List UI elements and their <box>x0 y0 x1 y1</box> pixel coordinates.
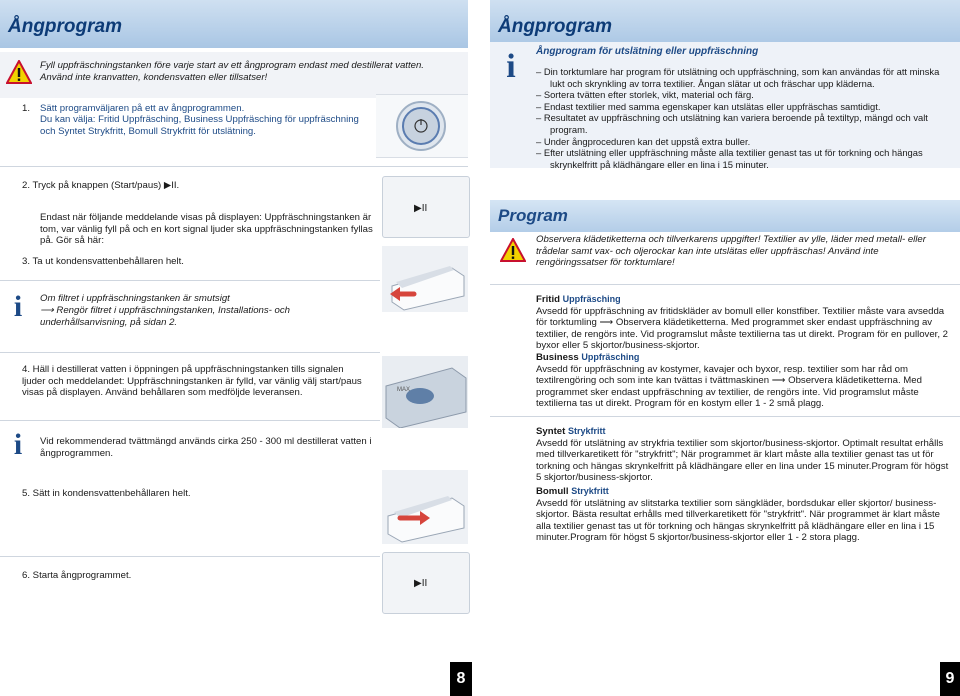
bullet-item: – Efter utslätning eller uppfräschning måste alla textilier genast tas ut för torkning och hängas skrynkelfritt på klädhängare eller en lina i 15 minuter. <box>536 147 923 170</box>
start-pause-button-2[interactable]: ▶II <box>414 578 428 589</box>
program-name: Fritid <box>536 294 560 305</box>
condensate-container-illustration <box>382 246 468 312</box>
bullet-item: – Sortera tvätten efter storlek, vikt, material och färg. <box>536 89 754 101</box>
display-note: Endast när följande meddelande visas på displayen: Uppfräschningstanken är tom, var vänlig fyll på och en kort signal ljuder ska uppfräschningstanken fyllas på. Gör så här: <box>40 212 373 247</box>
amount-note: Vid rekommenderad tvättmängd används cirka 250 - 300 ml destillerat vatten i ångprogrammen. <box>40 436 372 459</box>
filling-illustration <box>382 356 468 428</box>
left-header-band <box>0 0 468 48</box>
bullet-item: – Under ångproceduren kan det uppstå extra buller. <box>536 135 751 147</box>
bullet-item: – Resultatet av uppfräschning och utslätning kan variera beroende på textiltyp, mängd och valt program. <box>536 112 928 135</box>
page-number-left: 8 <box>450 662 472 696</box>
step-1-number: 1. <box>22 103 31 114</box>
divider <box>0 280 380 281</box>
step-1-text-b: Du kan välja: Fritid Uppfräsching, Business Uppfräsching för uppfräschning och Syntet Strykfritt, Bomull Strykfritt för utslätning. <box>40 114 359 137</box>
program-name: Business <box>536 352 579 363</box>
program-warning-text: Observera klädetiketterna och tillverkarens uppgifter! Textilier av ylle, läder med metall- eller trådelar samt vax- och oljerockar kan inte utslätas eller uppfräschas! Använd inte rengöringssatser för torktumlare! <box>536 234 926 269</box>
warning-icon <box>6 60 32 84</box>
program-name: Bomull <box>536 486 569 497</box>
step-5-text: 5. Sätt in kondensvattenbehållaren helt. <box>22 488 191 499</box>
program-name: Syntet <box>536 426 566 437</box>
warning-icon <box>500 238 526 262</box>
max-label: MAX <box>397 387 411 393</box>
program-fritid <box>536 294 952 352</box>
program-syntet <box>536 426 952 484</box>
divider <box>0 352 380 353</box>
step-1-text-a: Sätt programväljaren på ett av ångprogrammen. <box>40 103 245 114</box>
divider <box>490 416 960 417</box>
info-icon: i <box>13 290 23 323</box>
start-pause-button-1[interactable]: ▶II <box>414 203 428 214</box>
program-type: Strykfritt <box>568 426 606 436</box>
program-description: Avsedd för uppfräschning av fritidskläder av bomull eller konstfiber. Textilier måste vara avsedda för torktumling ⟶ Observera klädetiketterna. Med programmet sker endast uppfräschning av textilier, de rengörs inte. Vid programslut måste textilierna tas ut direkt. Program för en pullover, 2 byxor eller 5 skjortor/business-skjortor. <box>536 305 949 352</box>
info-icon: i <box>506 48 516 85</box>
program-description: Avsedd för utslätning av slitstarka textilier som sängkläder, bordsdukar eller skjortor/ business-skjortor. Bästa resultat erhålls med tillverkaretikett för "strykfritt". När programmet är klart måste alla textilier genast tas ut för torkning och hängas skrynkelfritt på klädhängare eller en lina i 15 minuter.Program för högst 5 skjortor/business-skjortor eller 1 - 2 stora plagg. <box>536 497 941 544</box>
bullet-item: – Din torktumlare har program för utslätning och uppfräschning, som kan användas för att minska lukt och skrynkling av torra textilier. Ångan slätar ut och fräschar upp kläderna. <box>536 66 940 89</box>
insert-container-illustration <box>382 470 468 544</box>
steam-info-bullets <box>536 66 952 170</box>
filter-note-1: Om filtret i uppfräschningstanken är smutsigt <box>40 293 230 304</box>
left-page-title: Ångprogram <box>8 16 122 37</box>
divider <box>0 166 468 167</box>
step-4-text: 4. Häll i destillerat vatten i öppningen på uppfräschningstanken tills signalen ljuder och meddelandet: Uppfräschningstanken är fylld, var vänlig välj start/paus visas på displayen. Använd behållaren som medföljde leveransen. <box>22 364 362 399</box>
bullet-item: – Endast textilier med samma egenskaper kan utslätas eller uppfräschas samtidigt. <box>536 100 881 112</box>
step-2-text: 2. Tryck på knappen (Start/paus) ▶II. <box>22 180 180 191</box>
page-number-right: 9 <box>940 662 960 696</box>
program-type: Strykfritt <box>571 486 609 496</box>
filter-note-2: ⟶ Rengör filtret i uppfräschningstanken, Installations- och underhållsanvisning, på sidan 2. <box>40 305 290 328</box>
program-business <box>536 352 952 410</box>
step-3-text: 3. Ta ut kondensvattenbehållaren helt. <box>22 256 184 267</box>
program-description: Avsedd för uppfräschning av kostymer, kavajer och byxor, resp. textilier som har råd om textilrengöring och som inte kan tvättas i tvättmaskinen ⟶ Observera klädetiketterna. Med programmet sker endast uppfräschning av textilier, de rengörs inte. Vid programslut måste textilierna tas ut direkt. Program för en kostym eller 1 - 2 små plagg. <box>536 363 922 410</box>
program-bomull <box>536 486 952 544</box>
right-header-band <box>490 0 960 48</box>
program-section-band <box>490 200 960 232</box>
right-page-title: Ångprogram <box>498 16 612 37</box>
program-dial-knob[interactable] <box>395 100 447 152</box>
program-description: Avsedd för utslätning av strykfria textilier som skjortor/business-skjortor. Optimalt resultat erhålls med tillverkaretikett för "strykfritt"; När programmet är klart måste alla textilier genast tas ut för torkning och hängas skrynkelfritt på klädhängare eller en lina under 15 minuter.Program för högst 5 skjortor/business-skjortor. <box>536 437 949 484</box>
step-6-text: 6. Starta ångprogrammet. <box>22 570 132 581</box>
program-type: Uppfräsching <box>581 352 640 362</box>
program-type: Uppfräsching <box>562 294 621 304</box>
divider <box>0 420 380 421</box>
steam-info-title: Ångprogram för utslätning eller uppfräschning <box>536 46 759 57</box>
left-warning-text: Fyll uppfräschningstanken före varje start av ett ångprogram endast med destillerat vatten. Använd inte kranvatten, kondensvatten eller tillsatser! <box>40 60 424 83</box>
program-section-title: Program <box>498 206 568 225</box>
info-icon: i <box>13 428 23 461</box>
divider <box>490 284 960 285</box>
divider <box>0 556 380 557</box>
